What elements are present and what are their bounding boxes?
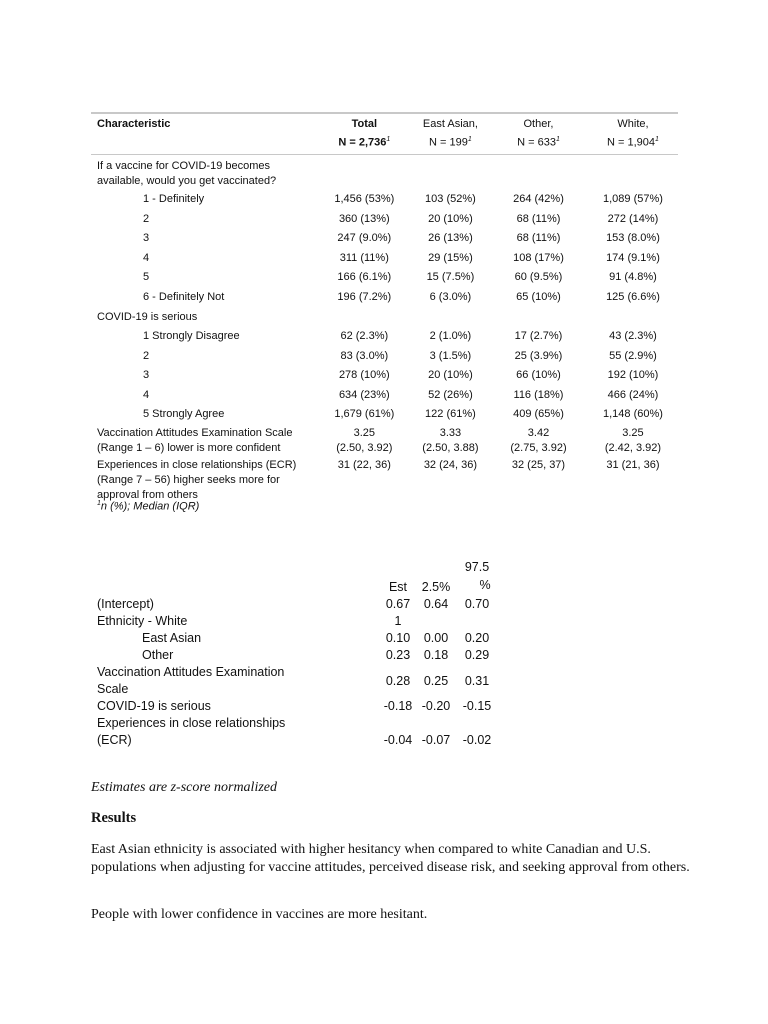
table-row xyxy=(91,698,500,715)
cell-east-asian: 15 (7.5%) xyxy=(426,271,475,284)
row-label: 6 - Definitely Not xyxy=(143,290,225,303)
cell-east-asian: 103 (52%) xyxy=(425,192,476,205)
cell-total: 62 (2.3%) xyxy=(340,330,389,343)
header-east-asian-n: N = 199 xyxy=(429,136,468,149)
cell-east-asian: 26 (13%) xyxy=(428,232,473,245)
header-total-n: N = 2,736 xyxy=(338,136,387,149)
row-label: East Asian xyxy=(142,631,202,645)
cell-east-asian: 20 (10%) xyxy=(428,212,473,225)
table-row xyxy=(91,209,678,229)
table-row xyxy=(91,346,678,366)
header-east-asian-sup: 1 xyxy=(467,136,472,143)
row-label: 2 xyxy=(143,349,150,362)
cell-white: 153 (8.0%) xyxy=(606,232,660,245)
results-paragraph-1: East Asian ethnicity is associated with higher hesitancy when compared to white Canadian and U.S. populations when adjusting for vaccine attitudes, perceived disease risk, and seeking approval from others. xyxy=(91,842,690,875)
table-row xyxy=(91,630,500,647)
cell-est: -0.04 xyxy=(383,733,413,747)
row-label: Experiences in close relationships (ECR) xyxy=(97,716,286,747)
row-label: 4 xyxy=(143,388,150,401)
cell-lo: 0.18 xyxy=(423,648,449,662)
header-east-asian xyxy=(412,113,489,154)
table-row xyxy=(91,613,500,630)
header-white-sup: 1 xyxy=(655,136,659,143)
cell-other: 60 (9.5%) xyxy=(514,271,563,284)
row-label: 5 xyxy=(143,271,150,284)
cell-white: 272 (14%) xyxy=(607,212,659,225)
cell-hi: 0.31 xyxy=(464,673,490,688)
cell-east-asian: 32 (24, 36) xyxy=(423,458,478,471)
table-row xyxy=(91,190,678,210)
header-total-name: Total xyxy=(351,118,378,130)
cell-total: 278 (10%) xyxy=(338,369,390,382)
header-characteristic: Characteristic xyxy=(97,118,171,130)
regression-header-row xyxy=(91,558,500,596)
cell-east-asian: 3 (1.5%) xyxy=(429,349,472,362)
row-label: 4 xyxy=(143,251,150,264)
cell-other: 32 (25, 37) xyxy=(511,458,566,471)
normalization-note: Estimates are z-score normalized xyxy=(91,780,277,795)
cell-east-asian: 52 (26%) xyxy=(428,388,473,401)
row-label: 5 Strongly Agree xyxy=(143,408,225,421)
cell-est: 1 xyxy=(394,614,402,628)
header-other xyxy=(489,113,588,154)
cell-total: 166 (6.1%) xyxy=(337,271,392,284)
header-est: Est xyxy=(388,580,408,594)
cell-white: 174 (9.1%) xyxy=(606,251,660,264)
cell-other: 17 (2.7%) xyxy=(514,330,563,343)
cell-total: 31 (22, 36) xyxy=(337,458,391,471)
cell-other: 409 (65%) xyxy=(513,408,564,421)
cell-hi: -0.15 xyxy=(462,699,492,713)
cell-east-asian: 2 (1.0%) xyxy=(429,330,472,343)
header-other-n: N = 633 xyxy=(517,136,556,149)
header-white xyxy=(588,113,678,154)
header-2-5: 2.5% xyxy=(421,580,451,594)
q1-label: If a vaccine for COVID-19 becomes available, would you get vaccinated? xyxy=(97,159,277,187)
table-header-row xyxy=(91,113,678,154)
cell-total: 311 (11%) xyxy=(339,251,389,264)
q2-label: COVID-19 is serious xyxy=(97,310,198,323)
cell-est: 0.67 xyxy=(385,597,411,611)
footnote-sup: 1 xyxy=(97,500,101,507)
regression-table xyxy=(91,558,500,749)
cell-white: 31 (21, 36) xyxy=(606,458,660,471)
cell-white: 125 (6.6%) xyxy=(606,290,660,303)
cell-white: 43 (2.3%) xyxy=(609,330,657,343)
header-east-asian-name: East Asian, xyxy=(422,118,478,130)
row-label: 1 Strongly Disagree xyxy=(143,330,240,343)
cell-hi: 0.29 xyxy=(464,648,490,662)
table-footnote xyxy=(97,500,199,513)
cell-white: 1,148 (60%) xyxy=(603,408,663,421)
cell-white: 1,089 (57%) xyxy=(603,192,663,205)
table-row xyxy=(91,366,678,386)
row-label: 3 xyxy=(143,369,150,382)
footnote-text: n (%); Median (IQR) xyxy=(100,500,200,513)
table-row xyxy=(91,405,678,425)
cell-east-asian: 3.33 (2.50, 3.88) xyxy=(422,426,479,454)
table-row xyxy=(91,268,678,288)
cell-lo: -0.20 xyxy=(421,699,451,713)
table-row xyxy=(91,664,500,698)
table-row xyxy=(91,288,678,308)
cell-total: 83 (3.0%) xyxy=(340,349,389,362)
vaes-label: Vaccination Attitudes Examination Scale (Range 1 – 6) lower is more confident xyxy=(97,426,293,454)
results-paragraph-2: People with lower confidence in vaccines are more hesitant. xyxy=(91,907,428,922)
cell-east-asian: 122 (61%) xyxy=(425,408,476,421)
cell-hi: 0.70 xyxy=(464,597,490,611)
row-label: (Intercept) xyxy=(97,597,154,611)
header-97-5: 97.5 % xyxy=(464,560,491,592)
header-other-name: Other, xyxy=(523,118,554,130)
cell-total: 247 (9.0%) xyxy=(337,232,392,245)
table-row xyxy=(91,647,500,664)
q1-label-row xyxy=(91,154,678,190)
cell-total: 1,456 (53%) xyxy=(334,192,395,205)
table-row xyxy=(91,248,678,268)
row-label: 2 xyxy=(143,212,150,225)
cell-hi: 0.20 xyxy=(464,631,490,645)
row-label: Ethnicity - White xyxy=(97,614,188,628)
results-heading: Results xyxy=(91,810,137,826)
cell-total: 1,679 (61%) xyxy=(334,408,395,421)
cell-east-asian: 29 (15%) xyxy=(428,251,473,264)
row-label: 1 - Definitely xyxy=(143,192,205,205)
cell-lo: -0.07 xyxy=(421,733,451,747)
cell-other: 108 (17%) xyxy=(513,251,564,264)
header-total xyxy=(317,113,412,154)
cell-other: 65 (10%) xyxy=(516,290,561,303)
header-total-sup: 1 xyxy=(386,136,391,143)
cell-total: 634 (23%) xyxy=(338,388,390,401)
cell-total: 196 (7.2%) xyxy=(337,290,392,303)
cell-est: 0.23 xyxy=(385,648,411,662)
cell-lo: 0.25 xyxy=(423,673,449,688)
cell-white: 466 (24%) xyxy=(607,388,659,401)
ecr-row xyxy=(91,457,678,503)
table-row xyxy=(91,229,678,249)
cell-est: 0.28 xyxy=(385,673,411,688)
cell-lo: 0.00 xyxy=(423,631,449,645)
cell-lo: 0.64 xyxy=(423,597,449,611)
cell-other: 68 (11%) xyxy=(516,212,561,225)
cell-hi: -0.02 xyxy=(462,733,492,747)
q2-label-row xyxy=(91,307,678,327)
demographics-table xyxy=(91,112,678,503)
table-row xyxy=(91,327,678,347)
header-white-n: N = 1,904 xyxy=(607,136,656,149)
cell-other: 68 (11%) xyxy=(516,232,561,245)
cell-white: 91 (4.8%) xyxy=(609,271,657,284)
cell-other: 66 (10%) xyxy=(516,369,561,382)
row-label: COVID-19 is serious xyxy=(97,699,211,713)
cell-white: 55 (2.9%) xyxy=(609,349,657,362)
table-row xyxy=(91,715,500,749)
cell-est: 0.10 xyxy=(385,631,411,645)
cell-other: 116 (18%) xyxy=(513,388,564,401)
cell-est: -0.18 xyxy=(383,699,413,713)
cell-white: 3.25 (2.42, 3.92) xyxy=(604,426,662,454)
row-label: 3 xyxy=(143,232,150,245)
cell-white: 192 (10%) xyxy=(607,369,659,382)
cell-other: 3.42 (2.75, 3.92) xyxy=(510,426,567,454)
vaes-row xyxy=(91,425,678,457)
cell-other: 264 (42%) xyxy=(513,192,564,205)
header-white-name: White, xyxy=(617,118,649,130)
cell-total: 3.25 (2.50, 3.92) xyxy=(336,426,393,454)
cell-other: 25 (3.9%) xyxy=(514,349,563,362)
row-label: Vaccination Attitudes Examination Scale xyxy=(97,665,285,696)
ecr-label: Experiences in close relationships (ECR) (Range 7 – 56) higher seeks more for approval from others xyxy=(97,458,297,501)
header-other-sup: 1 xyxy=(555,136,560,143)
table-row xyxy=(91,596,500,613)
cell-total: 360 (13%) xyxy=(338,212,390,225)
table-row xyxy=(91,386,678,406)
row-label: Other xyxy=(142,648,174,662)
cell-east-asian: 20 (10%) xyxy=(428,369,473,382)
cell-east-asian: 6 (3.0%) xyxy=(429,290,472,303)
